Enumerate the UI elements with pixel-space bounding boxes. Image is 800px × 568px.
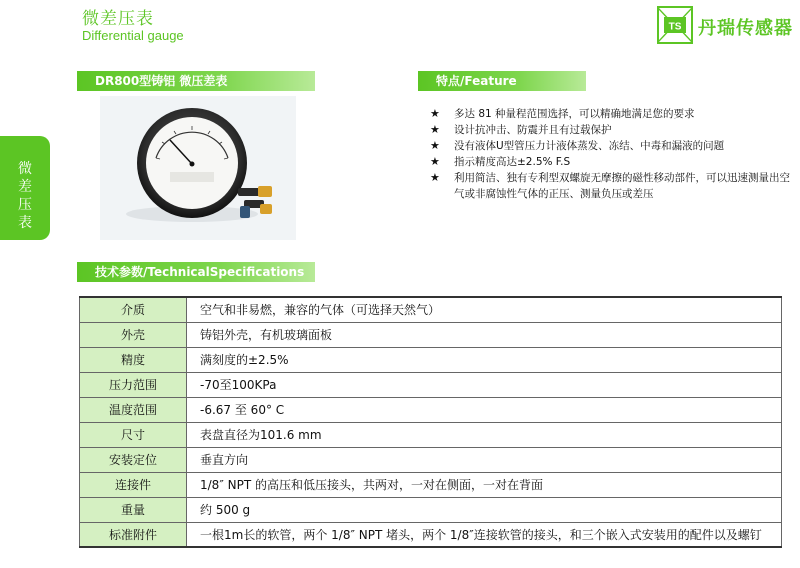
star-icon: ★ (430, 107, 440, 120)
specs-heading: 技术参数/TechnicalSpecifications (77, 262, 315, 282)
feature-heading: 特点/Feature (418, 71, 586, 91)
spec-key: 安装定位 (80, 447, 187, 472)
table-row (80, 422, 782, 447)
product-photo (100, 96, 296, 240)
spec-key: 重量 (80, 497, 187, 522)
spec-value: -70至100KPa (187, 372, 782, 397)
spec-value: 空气和非易燃，兼容的气体（可选择天然气） (187, 297, 782, 322)
spec-key: 压力范围 (80, 372, 187, 397)
table-row (80, 472, 782, 497)
table-row (80, 322, 782, 347)
spec-key: 精度 (80, 347, 187, 372)
spec-key: 尺寸 (80, 422, 187, 447)
company-logo (657, 6, 796, 46)
spec-value: 1/8″ NPT 的高压和低压接头，共两对，一对在侧面，一对在背面 (187, 472, 782, 497)
side-tab (0, 136, 50, 240)
spec-key: 标准附件 (80, 522, 187, 547)
header-subtitle: Differential gauge (82, 28, 184, 43)
spec-value: -6.67 至 60° C (187, 397, 782, 422)
spec-value: 垂直方向 (187, 447, 782, 472)
feature-item (428, 154, 800, 170)
table-row (80, 447, 782, 472)
logo-mark-text: TS (668, 21, 682, 33)
company-name: 丹瑞传感器 (698, 18, 793, 39)
star-icon: ★ (430, 155, 440, 168)
spec-table (79, 296, 782, 548)
spec-value: 表盘直径为101.6 mm (187, 422, 782, 447)
table-row (80, 497, 782, 522)
product-heading: DR800型铸铝 微压差表 (77, 71, 315, 91)
spec-value: 约 500 g (187, 497, 782, 522)
feature-text: 利用简洁、独有专利型双螺旋无摩擦的磁性移动部件，可以迅速测量出空气或非腐蚀性气体的正压、测量负压或差压 (454, 172, 790, 200)
table-row (80, 372, 782, 397)
header-title: 微差压表 (82, 9, 154, 29)
star-icon: ★ (430, 139, 440, 152)
feature-item (428, 170, 800, 202)
spec-key: 连接件 (80, 472, 187, 497)
table-row (80, 347, 782, 372)
table-row (80, 297, 782, 322)
star-icon: ★ (430, 123, 440, 136)
table-row (80, 522, 782, 547)
feature-item (428, 138, 800, 154)
side-tab-label: 微差压表 (18, 161, 32, 231)
spec-key: 温度范围 (80, 397, 187, 422)
star-icon: ★ (430, 171, 440, 184)
spec-key: 外壳 (80, 322, 187, 347)
table-row (80, 397, 782, 422)
feature-item (428, 106, 800, 122)
feature-text: 没有液体U型管压力计液体蒸发、冻结、中毒和漏液的问题 (454, 140, 725, 152)
spec-key: 介质 (80, 297, 187, 322)
feature-item (428, 122, 800, 138)
spec-value: 铸铝外壳，有机玻璃面板 (187, 322, 782, 347)
feature-list (428, 106, 800, 202)
feature-text: 指示精度高达±2.5% F.S (454, 156, 571, 168)
spec-value: 一根1m长的软管，两个 1/8″ NPT 堵头，两个 1/8″连接软管的接头，和三个嵌入式安装用的配件以及螺钉 (187, 522, 782, 547)
gauge-illustration (100, 96, 296, 240)
spec-value: 满刻度的±2.5% (187, 347, 782, 372)
feature-text: 设计抗冲击、防震并且有过载保护 (454, 124, 612, 136)
feature-text: 多达 81 种量程范围选择，可以精确地满足您的要求 (454, 108, 695, 120)
ts-logo-icon (657, 6, 693, 44)
